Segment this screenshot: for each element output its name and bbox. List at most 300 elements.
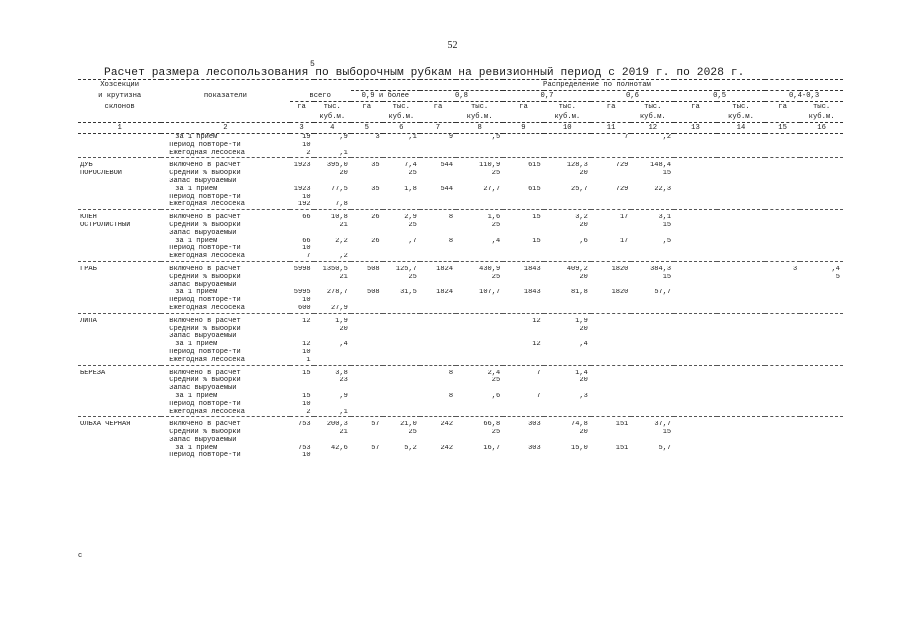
area-value <box>765 437 800 445</box>
volume-value: ,1 <box>408 133 417 141</box>
volume-value <box>456 357 503 365</box>
area-value <box>765 238 800 246</box>
volume-value <box>544 201 591 209</box>
volume-value <box>800 409 843 417</box>
volume-value <box>314 194 351 202</box>
volume-value <box>544 357 591 365</box>
species-cell <box>78 289 161 297</box>
volume-value: 1,9 <box>335 317 348 325</box>
species-cell <box>78 253 161 261</box>
area-value <box>503 134 544 142</box>
area-value <box>765 385 800 393</box>
volume-value: 25,7 <box>571 185 588 193</box>
volume-value <box>383 437 420 445</box>
area-value <box>591 318 632 326</box>
volume-value <box>717 445 765 453</box>
area-value: 1923 <box>293 162 311 170</box>
column-number-row <box>78 123 843 134</box>
volume-value <box>544 150 591 158</box>
area-value <box>351 393 383 401</box>
area-value: 10 <box>302 245 311 253</box>
volume-value <box>314 452 351 460</box>
area-value: 3 <box>792 265 798 273</box>
area-value <box>591 142 632 150</box>
area-value <box>765 289 800 297</box>
volume-value <box>800 297 843 305</box>
area-value <box>765 445 800 453</box>
table-row <box>78 318 843 326</box>
volume-value <box>800 162 843 170</box>
header-distribution: Распределение по полнотам <box>351 80 843 91</box>
area-value: 10 <box>302 452 311 460</box>
indicator-label: Период повторе-ти <box>169 193 241 201</box>
area-value: 10 <box>302 193 311 201</box>
area-value <box>591 201 632 209</box>
volume-value: ,4 <box>339 341 348 349</box>
area-value: 8 <box>448 237 454 245</box>
area-value: 303 <box>528 444 541 452</box>
area-value <box>674 357 717 365</box>
area-value <box>290 230 314 238</box>
volume-value: 37,7 <box>654 421 672 429</box>
indicator-label: Период повторе-ти <box>169 348 241 356</box>
area-value: 10 <box>302 348 311 356</box>
area-value <box>765 214 800 222</box>
indicator-label: Запас вырубаемый <box>169 229 237 237</box>
area-value <box>351 297 383 305</box>
area-value <box>290 222 314 230</box>
volume-value <box>383 326 420 334</box>
volume-value <box>456 305 503 313</box>
volume-value: 21 <box>339 221 348 229</box>
unit-vol-top: тыс. <box>456 102 503 113</box>
volume-value: 25 <box>408 429 417 437</box>
volume-value <box>544 305 591 313</box>
area-value <box>591 437 632 445</box>
volume-value <box>717 421 765 429</box>
volume-value <box>800 305 843 313</box>
area-value: 600 <box>298 304 311 312</box>
area-value <box>503 377 544 385</box>
volume-value <box>631 305 674 313</box>
area-value <box>674 274 717 282</box>
area-value: 12 <box>302 341 311 349</box>
table-row <box>78 429 843 437</box>
volume-value <box>717 333 765 341</box>
indicator-label: Включено в расчет <box>169 421 241 429</box>
volume-value <box>800 452 843 460</box>
volume-value <box>800 238 843 246</box>
indicator-label: за 1 прием <box>175 444 218 452</box>
species-cell <box>78 349 161 357</box>
species-cell <box>78 245 161 253</box>
volume-value <box>631 150 674 158</box>
area-value <box>765 326 800 334</box>
area-value <box>351 377 383 385</box>
volume-value <box>456 326 503 334</box>
volume-value: ,6 <box>491 392 501 400</box>
volume-value: 2,2 <box>335 237 348 245</box>
volume-value <box>717 142 765 150</box>
volume-value <box>717 341 765 349</box>
area-value: 10 <box>302 141 311 149</box>
area-value <box>290 437 314 445</box>
area-value: 242 <box>440 444 454 452</box>
area-value <box>591 409 632 417</box>
indicator-label: Запас вырубаемый <box>169 177 237 185</box>
area-value <box>591 341 632 349</box>
area-value <box>674 452 717 460</box>
volume-value: 22,3 <box>654 185 672 193</box>
indicator-label: за 1 прием <box>175 392 218 400</box>
volume-value: ,4 <box>491 237 501 245</box>
volume-value <box>800 357 843 365</box>
volume-value <box>717 452 765 460</box>
unit-vol-bottom: куб.м. <box>728 113 754 121</box>
volume-value: 20 <box>579 377 588 385</box>
species-cell <box>78 305 161 313</box>
volume-value: ,7 <box>408 237 417 245</box>
volume-value <box>800 445 843 453</box>
volume-value: 25 <box>491 377 501 385</box>
species-cell <box>78 274 161 282</box>
volume-value <box>383 201 420 209</box>
area-value <box>351 274 383 282</box>
volume-value: 15 <box>662 273 672 281</box>
species-cell: БЕРЕЗА <box>80 369 106 377</box>
volume-value <box>800 318 843 326</box>
table-body <box>78 134 843 461</box>
area-value <box>503 222 544 230</box>
logging-table-sheet <box>78 79 843 460</box>
volume-value: 128,3 <box>566 162 588 170</box>
volume-value: ,5 <box>662 237 672 245</box>
area-value <box>503 326 544 334</box>
species-cell: ОСТРОЛИСТНЫЙ <box>80 221 131 229</box>
area-value <box>591 282 632 290</box>
area-value: 5998 <box>293 265 311 273</box>
volume-value <box>631 297 674 305</box>
area-value: 544 <box>440 162 454 170</box>
area-value <box>765 194 800 202</box>
table-row <box>78 370 843 378</box>
volume-value <box>717 194 765 202</box>
area-value: 12 <box>532 317 541 325</box>
area-value <box>591 253 632 261</box>
volume-value <box>631 370 674 378</box>
volume-value <box>456 401 503 409</box>
area-value <box>765 282 800 290</box>
area-value <box>674 162 717 170</box>
volume-value <box>456 178 503 186</box>
area-value <box>420 349 456 357</box>
volume-value <box>800 437 843 445</box>
column-number: 13 <box>674 123 717 134</box>
volume-value: 25 <box>491 221 501 229</box>
volume-value <box>631 245 674 253</box>
area-value <box>351 178 383 186</box>
indicator-label: Средний % выборки <box>169 170 241 178</box>
species-cell <box>78 377 161 385</box>
indicator-label: Ежегодная лесосека <box>169 201 245 209</box>
volume-value <box>800 134 843 142</box>
area-value <box>591 393 632 401</box>
area-value <box>420 357 456 365</box>
indicator-label: Средний % выборки <box>169 325 241 333</box>
area-value: 1824 <box>436 289 454 297</box>
header-col1-line3: склонов <box>104 102 135 111</box>
area-value <box>503 437 544 445</box>
area-value: 753 <box>298 444 311 452</box>
volume-value <box>631 341 674 349</box>
volume-value <box>800 170 843 178</box>
header-density-2: 0,7 <box>503 91 591 102</box>
volume-value <box>383 318 420 326</box>
volume-value <box>800 201 843 209</box>
volume-value <box>314 437 351 445</box>
table-row <box>78 201 843 209</box>
volume-value: 20 <box>579 429 588 437</box>
area-value <box>765 333 800 341</box>
volume-value: 77,5 <box>331 185 348 193</box>
table-row <box>78 341 843 349</box>
column-number: 5 <box>351 123 383 134</box>
area-value <box>503 401 544 409</box>
area-value <box>351 370 383 378</box>
volume-value <box>383 393 420 401</box>
volume-value: 66,8 <box>483 421 501 429</box>
header-col1-line1: Хозсекции <box>78 80 161 91</box>
indicator-label: Период повторе-ти <box>169 452 241 460</box>
area-value <box>591 326 632 334</box>
volume-value <box>800 385 843 393</box>
header-total: всего <box>309 91 331 100</box>
volume-value: 20 <box>579 325 588 333</box>
footer-mark: c <box>78 552 83 560</box>
logging-calculation-table <box>78 79 843 460</box>
unit-ha: га <box>290 102 314 113</box>
volume-value <box>717 377 765 385</box>
volume-value: 31,5 <box>400 289 417 297</box>
area-value <box>674 289 717 297</box>
volume-value <box>314 245 351 253</box>
area-value: 2 <box>306 149 311 157</box>
volume-value <box>456 341 503 349</box>
volume-value <box>631 377 674 385</box>
volume-value <box>544 230 591 238</box>
volume-value <box>631 178 674 186</box>
area-value: 151 <box>615 444 629 452</box>
area-value: 1820 <box>611 265 629 273</box>
table-row <box>78 349 843 357</box>
area-value <box>591 245 632 253</box>
volume-value <box>544 245 591 253</box>
species-cell <box>78 333 161 341</box>
volume-value <box>631 230 674 238</box>
volume-value <box>800 289 843 297</box>
area-value <box>765 274 800 282</box>
area-value <box>351 437 383 445</box>
volume-value: 384,3 <box>650 265 672 273</box>
area-value <box>674 370 717 378</box>
volume-value <box>631 349 674 357</box>
volume-value: 1,9 <box>575 317 588 325</box>
volume-value: 7,4 <box>404 162 417 170</box>
area-value: 2 <box>306 408 311 416</box>
header-density-4: 0,5 <box>674 91 765 102</box>
volume-value <box>800 421 843 429</box>
area-value <box>290 429 314 437</box>
column-number: 7 <box>420 123 456 134</box>
area-value <box>290 377 314 385</box>
table-row <box>78 238 843 246</box>
unit-vol-top: тыс. <box>544 102 591 113</box>
volume-value <box>800 222 843 230</box>
volume-value <box>631 194 674 202</box>
table-row <box>78 437 843 445</box>
area-value <box>765 230 800 238</box>
volume-value: 21 <box>339 429 348 437</box>
indicator-label: Средний % выборки <box>169 377 241 385</box>
indicator-label: Ежегодная лесосека <box>169 304 245 312</box>
table-row <box>78 142 843 150</box>
area-value: 57 <box>371 444 380 452</box>
species-cell <box>78 393 161 401</box>
area-value <box>674 245 717 253</box>
volume-value: 21,0 <box>400 421 417 429</box>
indicator-label: Запас вырубаемый <box>169 281 237 289</box>
species-cell <box>78 134 161 142</box>
column-number: 2 <box>161 123 289 134</box>
column-number: 10 <box>544 123 591 134</box>
volume-value: 27,9 <box>331 304 348 312</box>
volume-value: ,2 <box>662 133 672 141</box>
volume-value <box>314 349 351 357</box>
volume-value: 25 <box>408 273 417 281</box>
volume-value <box>631 409 674 417</box>
area-value <box>591 452 632 460</box>
area-value <box>674 377 717 385</box>
area-value <box>591 349 632 357</box>
area-value <box>674 186 717 194</box>
indicator-label: Запас вырубаемый <box>169 436 237 444</box>
area-value: 8 <box>448 214 454 222</box>
area-value: 26 <box>371 214 380 222</box>
volume-value: 20 <box>339 170 348 178</box>
area-value <box>765 370 800 378</box>
volume-value <box>383 401 420 409</box>
area-value <box>591 297 632 305</box>
volume-value <box>383 333 420 341</box>
volume-value <box>717 357 765 365</box>
area-value <box>765 253 800 261</box>
volume-value <box>383 370 420 378</box>
table-row <box>78 401 843 409</box>
volume-value <box>544 409 591 417</box>
species-cell: ПОРОСЛЕВОЙ <box>80 170 123 178</box>
area-value <box>674 170 717 178</box>
area-value <box>420 282 456 290</box>
area-value <box>420 274 456 282</box>
area-value <box>351 170 383 178</box>
document-title: Расчет размера лесопользования по выборочным рубкам на ревизионный период с 2019 г. по 2028 г. <box>104 67 745 79</box>
column-number: 4 <box>314 123 351 134</box>
area-value <box>420 222 456 230</box>
area-value: 544 <box>440 185 454 193</box>
area-value <box>503 333 544 341</box>
area-value <box>351 150 383 158</box>
volume-value <box>456 194 503 202</box>
area-value <box>674 409 717 417</box>
species-cell <box>78 437 161 445</box>
volume-value: ,1 <box>339 408 348 416</box>
area-value <box>674 214 717 222</box>
area-value: 17 <box>619 237 629 245</box>
area-value <box>674 266 717 274</box>
species-cell: ГРАБ <box>80 265 97 273</box>
volume-value: 15 <box>662 429 672 437</box>
volume-value <box>800 214 843 222</box>
area-value <box>420 305 456 313</box>
species-cell <box>78 326 161 334</box>
indicator-label: Период повторе-ти <box>169 400 241 408</box>
volume-value: ,5 <box>491 133 501 141</box>
volume-value <box>631 452 674 460</box>
area-value <box>351 326 383 334</box>
table-row <box>78 162 843 170</box>
area-value: 8 <box>448 369 454 377</box>
indicator-label: Ежегодная лесосека <box>169 149 245 157</box>
volume-value <box>717 326 765 334</box>
volume-value <box>717 230 765 238</box>
volume-value <box>800 253 843 261</box>
table-row <box>78 178 843 186</box>
area-value: 7 <box>306 253 311 261</box>
volume-value <box>717 214 765 222</box>
volume-value <box>800 326 843 334</box>
volume-value <box>314 357 351 365</box>
column-number: 15 <box>765 123 800 134</box>
area-value <box>674 297 717 305</box>
volume-value: 57,7 <box>654 289 672 297</box>
area-value: 508 <box>367 265 380 273</box>
volume-value <box>717 253 765 261</box>
species-cell: ДУБ <box>80 162 93 170</box>
volume-value <box>631 393 674 401</box>
volume-value <box>544 253 591 261</box>
table-row <box>78 297 843 305</box>
area-value <box>420 452 456 460</box>
area-value <box>351 333 383 341</box>
area-value <box>591 401 632 409</box>
area-value: 7 <box>536 392 541 400</box>
indicator-label: Запас вырубаемый <box>169 385 237 393</box>
volume-value: 23 <box>339 377 348 385</box>
area-value <box>765 134 800 142</box>
volume-value: 148,4 <box>650 162 672 170</box>
indicator-label: Включено в расчет <box>169 317 241 325</box>
table-row <box>78 134 843 142</box>
volume-value <box>631 333 674 341</box>
area-value <box>765 162 800 170</box>
volume-value <box>383 452 420 460</box>
volume-value <box>717 222 765 230</box>
area-value <box>290 178 314 186</box>
area-value: 1843 <box>523 265 541 273</box>
area-value: 3 <box>375 133 380 141</box>
volume-value <box>456 201 503 209</box>
area-value <box>503 357 544 365</box>
